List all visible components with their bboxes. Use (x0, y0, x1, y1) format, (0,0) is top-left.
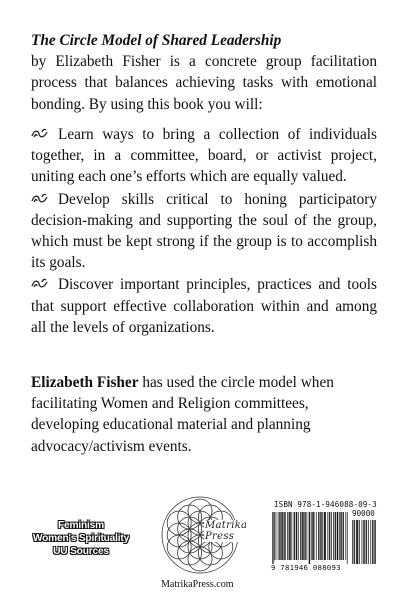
leaf-ornament-icon (31, 193, 48, 205)
author-name: Elizabeth Fisher (31, 374, 139, 391)
isbn-barcode (270, 500, 380, 598)
publisher-url: MatrikaPress.com (161, 579, 234, 590)
author-bio-text: has used the circle model when facilitating Women and Religion committees, developing educational material and planning advocacy/activism events. (31, 374, 334, 455)
category-label: Feminism (58, 520, 104, 531)
barcode-icon (270, 510, 380, 566)
benefit-list (31, 124, 377, 338)
list-item-text: Discover important principles, practices and tools that support effective collaboration within and among all the levels of organizations. (31, 276, 377, 336)
isbn-label: ISBN 978-1-946088-09-3 (274, 500, 377, 509)
category-labels (30, 516, 132, 560)
list-item (31, 274, 377, 338)
category-label: UU Sources (53, 546, 109, 557)
category-label: Women's Spirituality (32, 533, 130, 544)
publisher-logo (148, 490, 252, 598)
intro-text: by Elizabeth Fisher is a concrete group facilitation process that balances achieving tasks with emotional bonding. By using this book you will: (31, 53, 377, 113)
intro-paragraph (31, 30, 377, 115)
barcode-addon: 90000 (352, 509, 375, 518)
publisher-name: Matrika Press (204, 520, 252, 542)
barcode-digits: 9 781946 088093 (271, 563, 341, 572)
list-item (31, 189, 377, 274)
leaf-ornament-icon (31, 128, 48, 140)
book-title: The Circle Model of Shared Leadership (31, 32, 282, 49)
list-item-text: Learn ways to bring a collection of individuals together, in a committee, board, or activist project, uniting each one’s efforts which are equally valued. (31, 126, 377, 186)
author-bio (31, 372, 377, 457)
list-item (31, 124, 377, 188)
list-item-text: Develop skills critical to honing participatory decision-making and supporting the soul of the group, which must be kept strong if the group is to accomplish its goals. (31, 190, 377, 272)
leaf-ornament-icon (31, 278, 48, 290)
